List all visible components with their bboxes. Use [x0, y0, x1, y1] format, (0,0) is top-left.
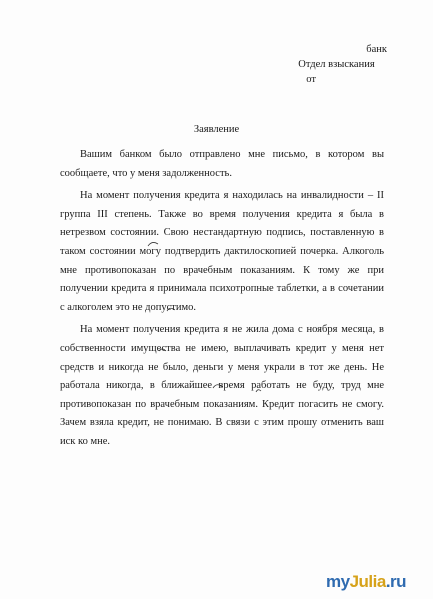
site-watermark	[326, 572, 406, 592]
paragraph-2: На момент получения кредита я находилась на инвалидности – II группа III степень. Также во время получения кредита я была в нетрезвом состоянии. Свою нестандартную подпись, поставленную в таком состоянии могу подтвердить дактилоскопией почерка. Алкоголь мне противопоказан по врачебным показаниям. К тому же при получении кредита я принимала психотропные таблетки, а в сочетании с алкоголем это не допустимо.	[60, 190, 384, 313]
document-body	[60, 146, 384, 456]
watermark-part-3: .ru	[385, 572, 407, 591]
addressee-bank: банк	[366, 44, 387, 55]
paragraph-1: Вашим банком было отправлено мне письмо, в котором вы сообщаете, что у меня задолженность.	[60, 149, 384, 179]
paragraph-3: На момент получения кредита я не жила дома с ноября месяца, в собственности имущества не имею, выплачивать кредит у меня нет средств и никогда не было, деньги у меня украли в тот же день. Не работала никогда, в ближайшее время работать не буду, труд мне противопоказан по врачебным показаниям. Кредит погасить не смогу. Зачем взяла кредит, не понимаю. В связи с этим прошу отменить ваш иск ко мне.	[60, 324, 384, 447]
addressee-department: Отдел взыскания	[298, 59, 375, 70]
watermark-part-2: Julia	[349, 572, 386, 591]
watermark-part-1: my	[326, 572, 350, 591]
document-title: Заявление	[193, 124, 240, 135]
addressee-from: от	[306, 74, 316, 85]
addressee-block	[298, 42, 387, 87]
